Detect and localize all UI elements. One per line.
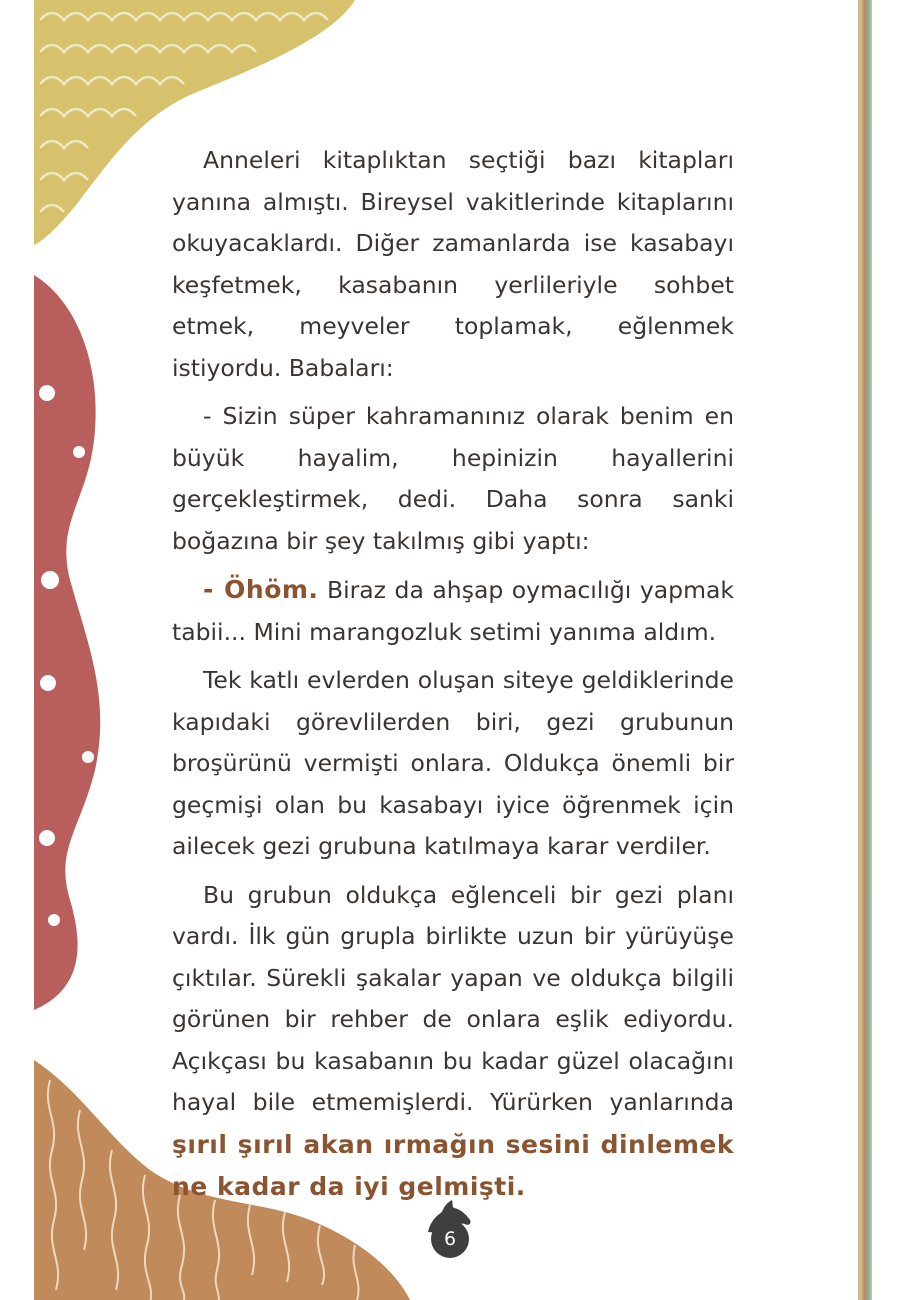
paragraph-3-dialogue [172,569,734,653]
paragraph-5 [172,875,734,1209]
paragraph-4: Tek katlı evlerden oluşan siteye geldiklerinde kapıdaki görevlilerden biri, gezi grubunun broşürünü vermişti onlara. Oldukça önemli bir geçmişi olan bu kasabayı iyice öğrenmek için ailecek gezi grubuna katılmaya karar verdiler. [172,666,734,860]
exclamation-ohom: Öhöm. [224,575,319,604]
book-page-edge [860,0,872,1300]
highlighted-phrase: şırıl şırıl akan ırmağın sesini dinlemek ne kadar da iyi gelmişti. [172,1129,734,1201]
dialogue-rest: Biraz da ahşap oymacılığı yapmak tabii... Mini marangozluk setimi yanıma aldım. [172,576,734,646]
dialogue-dash: - [203,575,225,604]
page-number-badge [422,1198,476,1264]
paragraph-5-plain: Bu grubun oldukça eğlenceli bir gezi planı vardı. İlk gün grupla birlikte uzun bir yürüyüşe çıktılar. Sürekli şakalar yapan ve oldukça bilgili görünen bir rehber de onlara eşlik ediyordu. Açıkçası bu kasabanın bu kadar güzel olacağını hayal bile etmemişlerdi. Yürürken yanlarında [172,880,734,1116]
red-dotted-blob [34,275,103,1010]
paragraph-1: Anneleri kitaplıktan seçtiği bazı kitapları yanına almıştı. Bireysel vakitlerinde kitaplarını okuyacaklardı. Diğer zamanlarda ise kasabayı keşfetmek, kasabanın yerlileriyle sohbet etmek, meyveler toplamak, eğlenmek istiyordu. Babaları: [172,146,734,382]
story-text [172,140,734,1216]
paragraph-2: - Sizin süper kahramanınız olarak benim en büyük hayalim, hepinizin hayallerini gerçekleştirmek, dedi. Daha sonra sanki boğazına bir şey takılmış gibi yaptı: [172,402,734,555]
page-number: 6 [431,1220,469,1258]
page-edge-line [858,0,860,1300]
